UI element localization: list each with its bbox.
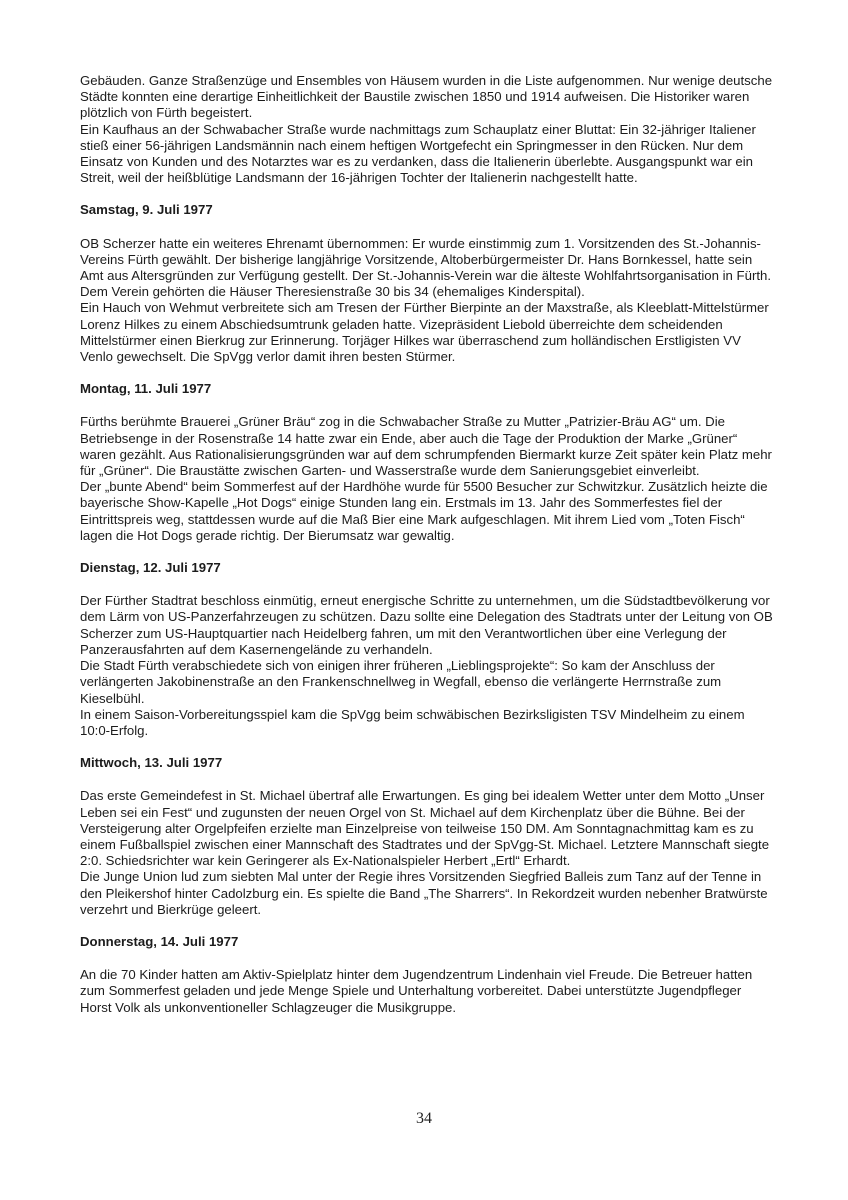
- document-paragraph: In einem Saison-Vorbereitungsspiel kam die SpVgg beim schwäbischen Bezirksligisten TSV Mindelheim zu einem 10:0-Erfolg.: [80, 706, 745, 738]
- entry-date-heading: Mittwoch, 13. Juli 1977: [80, 755, 223, 771]
- document-content: [80, 73, 774, 1016]
- document-paragraph: Ein Kaufhaus an der Schwabacher Straße wurde nachmittags zum Schauplatz einer Bluttat: Ein 32-jähriger Italiener stieß einer 56-jährigen Landsmännin nach einem heftigen Wortgefecht ein Springmesser in den Rücken. Nur dem Einsatz von Kunden und des Notarztes war es zu verdanken, dass die Italienerin überlebte. Ausgangspunkt war ein Streit, weil der heißblütige Landsmann der 16-jährigen Tochter der Italienerin nachgestellt hatte.: [80, 121, 756, 186]
- document-paragraph: Der „bunte Abend“ beim Sommerfest auf der Hardhöhe wurde für 5500 Besucher zur Schwitzkur. Zusätzlich heizte die bayerische Show-Kapelle „Hot Dogs“ einige Stunden lang ein. Erstmals im 13. Jahr des Sommerfestes fiel der Eintrittspreis weg, stattdessen wurde auf die Maß Bier eine Mark aufgeschlagen. Mit ihrem Lied vom „Toten Fisch“ lagen die Hot Dogs gerade richtig. Der Bierumsatz war gewaltig.: [80, 479, 768, 543]
- document-paragraph: Die Stadt Fürth verabschiedete sich von einigen ihrer früheren „Lieblingsprojekte“: So kam der Anschluss der verlängerten Jakobinenstraße an den Frankenschnellweg in Wegfall, ebenso die verlängerte Herrnstraße zum Kieselbühl.: [80, 658, 722, 706]
- entry-date-heading: Montag, 11. Juli 1977: [80, 381, 212, 397]
- document-paragraph: OB Scherzer hatte ein weiteres Ehrenamt übernommen: Er wurde einstimmig zum 1. Vorsitzenden des St.-Johannis-Vereins Fürth gewählt. Der bisherige langjährige Vorsitzende, Altoberbürgermeister Dr. Hans Bornkessel, hatte sein Amt aus Altersgründen zur Verfügung gestellt. Der St.-Johannis-Verein war die älteste Wohlfahrtsorganisation in Fürth. Dem Verein gehörten die Häuser Theresienstraße 30 bis 34 (ehemaliges Kinderspital).: [80, 235, 771, 300]
- document-paragraph: Gebäuden. Ganze Straßenzüge und Ensembles von Häusem wurden in die Liste aufgenommen. Nur wenige deutsche Städte konnten eine derartige Einheitlichkeit der Baustile zwischen 1850 und 1914 aufweisen. Die Historiker waren plötzlich von Fürth begeistert.: [80, 73, 773, 121]
- document-paragraph: Die Junge Union lud zum siebten Mal unter der Regie ihres Vorsitzenden Siegfried Balleis zum Tanz auf der Tenne in den Pleikershof hinter Cadolzburg ein. Es spielte die Band „The Sharrers“. In Rekordzeit wurden nebenher Bratwürste verzehrt und Bierkrüge geleert.: [80, 869, 768, 917]
- document-paragraph: Ein Hauch von Wehmut verbreitete sich am Tresen der Fürther Bierpinte an der Maxstraße, als Kleeblatt-Mittelstürmer Lorenz Hilkes zu einem Abschiedsumtrunk geladen hatte. Vizepräsident Liebold überreichte dem scheidenden Mittelstürmer einen Bierkrug zur Erinnerung. Torjäger Hilkes war überraschend zum holländischen Erstligisten VV Venlo gewechselt. Die SpVgg verlor damit ihren besten Stürmer.: [80, 300, 769, 365]
- entry-date-heading: Samstag, 9. Juli 1977: [80, 202, 213, 218]
- page-number: 34: [416, 1110, 432, 1127]
- document-paragraph: Der Fürther Stadtrat beschloss einmütig, erneut energische Schritte zu unternehmen, um die Südstadtbevölkerung vor dem Lärm von US-Panzerfahrzeugen zu schützen. Dazu sollte eine Delegation des Stadtrats unter der Leitung von OB Scherzer zum US-Hauptquartier nach Heidelberg fahren, um mit den Verantwortlichen über eine Verlegung der Panzerausfahrten auf dem Kasernengelände zu verhandeln.: [80, 593, 773, 657]
- entry-date-heading: Dienstag, 12. Juli 1977: [80, 560, 221, 576]
- document-paragraph: Das erste Gemeindefest in St. Michael übertraf alle Erwartungen. Es ging bei idealem Wetter unter dem Motto „Unser Leben sei ein Fest“ und zugunsten der neuen Orgel von St. Michael auf dem Kirchenplatz über die Bühne. Bei der Versteigerung alter Orgelpfeifen erzielte man Einzelpreise von teilweise 150 DM. Am Sonntagnachmittag kam es zu einem Fußballspiel zwischen einer Mannschaft des Stadtrates und der SpVgg-St. Michael. Letztere Mannschaft siegte 2:0. Schiedsrichter war kein Geringerer als Ex-Nationalspieler Herbert „Ertl“ Erhardt.: [80, 788, 770, 869]
- document-paragraph: An die 70 Kinder hatten am Aktiv-Spielplatz hinter dem Jugendzentrum Lindenhain viel Freude. Die Betreuer hatten zum Sommerfest geladen und jede Menge Spiele und Unterhaltung vorbereitet. Dabei unterstützte Jugendpfleger Horst Volk als unkonventioneller Schlagzeuger die Musikgruppe.: [80, 967, 753, 1015]
- document-paragraph: Fürths berühmte Brauerei „Grüner Bräu“ zog in die Schwabacher Straße zu Mutter „Patrizier-Bräu AG“ um. Die Betriebsenge in der Rosenstraße 14 hatte zwar ein Ende, aber auch die Tage der Produktion der Marke „Grüner“ waren gezählt. Aus Rationalisierungsgründen war auf dem schrumpfenden Biermarkt kurze Zeit später kein Platz mehr für „Grüner“. Die Braustätte zwischen Garten- und Wasserstraße wurde dem Sanierungsgebiet einverleibt.: [80, 414, 772, 479]
- entry-date-heading: Donnerstag, 14. Juli 1977: [80, 933, 239, 949]
